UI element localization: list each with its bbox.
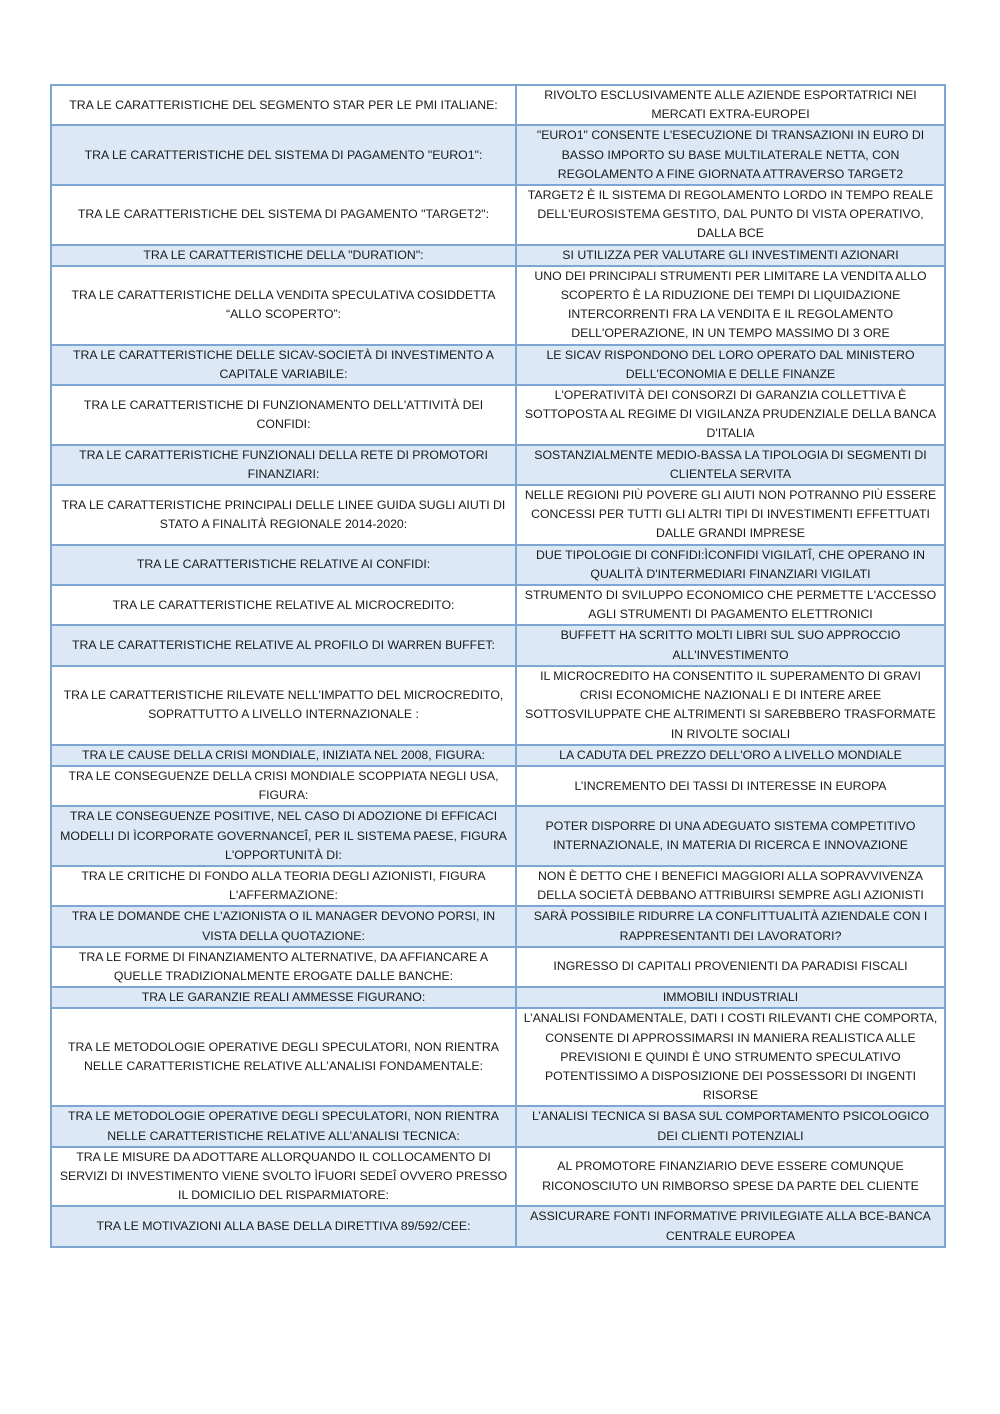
table-row — [51, 445, 945, 485]
answer-cell: L’ANALISI FONDAMENTALE, DATI I COSTI RILEVANTI CHE COMPORTA, CONSENTE DI APPROSSIMARSI IN MANIERA REALISTICA ALLE PREVISIONI E QUINDI È UNO STRUMENTO SPECULATIVO POTENTISSIMO A DISPOSIZIONE DEI POSSESSORI DI INGENTI RISORSE — [516, 1008, 945, 1106]
answer-cell: RIVOLTO ESCLUSIVAMENTE ALLE AZIENDE ESPORTATRICI NEI MERCATI EXTRA-EUROPEI — [516, 85, 945, 125]
question-cell: TRA LE CARATTERISTICHE DELLE SICAV-SOCIETÀ DI INVESTIMENTO A CAPITALE VARIABILE: — [51, 345, 516, 385]
answer-cell: L’INCREMENTO DEI TASSI DI INTERESSE IN EUROPA — [516, 766, 945, 806]
question-cell: TRA LE CONSEGUENZE DELLA CRISI MONDIALE SCOPPIATA NEGLI USA, FIGURA: — [51, 766, 516, 806]
question-cell: TRA LE MISURE DA ADOTTARE ALLORQUANDO IL COLLOCAMENTO DI SERVIZI DI INVESTIMENTO VIENE SVOLTO ÌFUORI SEDEÎ OVVERO PRESSO IL DOMICILIO DEL RISPARMIATORE: — [51, 1147, 516, 1207]
table-row — [51, 345, 945, 385]
question-cell: TRA LE CARATTERISTICHE DELLA VENDITA SPECULATIVA COSIDDETTA “ALLO SCOPERTO”: — [51, 266, 516, 345]
answer-cell: L’ANALISI TECNICA SI BASA SUL COMPORTAMENTO PSICOLOGICO DEI CLIENTI POTENZIALI — [516, 1106, 945, 1146]
question-cell: TRA LE CAUSE DELLA CRISI MONDIALE, INIZIATA NEL 2008, FIGURA: — [51, 745, 516, 766]
table-row — [51, 745, 945, 766]
answer-cell: LA CADUTA DEL PREZZO DELL'ORO A LIVELLO MONDIALE — [516, 745, 945, 766]
table-row — [51, 245, 945, 266]
question-cell: TRA LE CARATTERISTICHE PRINCIPALI DELLE LINEE GUIDA SUGLI AIUTI DI STATO A FINALITÀ REGIONALE 2014-2020: — [51, 485, 516, 545]
answer-cell: LE SICAV RISPONDONO DEL LORO OPERATO DAL MINISTERO DELL'ECONOMIA E DELLE FINANZE — [516, 345, 945, 385]
answer-cell: STRUMENTO DI SVILUPPO ECONOMICO CHE PERMETTE L'ACCESSO AGLI STRUMENTI DI PAGAMENTO ELETTRONICI — [516, 585, 945, 625]
table-row — [51, 1008, 945, 1106]
answer-cell: TARGET2 È IL SISTEMA DI REGOLAMENTO LORDO IN TEMPO REALE DELL'EUROSISTEMA GESTITO, DAL PUNTO DI VISTA OPERATIVO, DALLA BCE — [516, 185, 945, 245]
question-cell: TRA LE CARATTERISTICHE RELATIVE AI CONFIDI: — [51, 545, 516, 585]
table-row — [51, 545, 945, 585]
question-cell: TRA LE CRITICHE DI FONDO ALLA TEORIA DEGLI AZIONISTI, FIGURA L'AFFERMAZIONE: — [51, 866, 516, 906]
table-row — [51, 385, 945, 445]
answer-cell: NON È DETTO CHE I BENEFICI MAGGIORI ALLA SOPRAVVIVENZA DELLA SOCIETÀ DEBBANO ATTRIBUIRSI SEMPRE AGLI AZIONISTI — [516, 866, 945, 906]
question-cell: TRA LE GARANZIE REALI AMMESSE FIGURANO: — [51, 987, 516, 1008]
answer-cell: IL MICROCREDITO HA CONSENTITO IL SUPERAMENTO DI GRAVI CRISI ECONOMICHE NAZIONALI E DI INTERE AREE SOTTOSVILUPPATE CHE ALTRIMENTI SI SAREBBERO TRASFORMATE IN RIVOLTE SOCIALI — [516, 666, 945, 745]
question-cell: TRA LE CARATTERISTICHE DEL SEGMENTO STAR PER LE PMI ITALIANE: — [51, 85, 516, 125]
table-row — [51, 185, 945, 245]
answer-cell: AL PROMOTORE FINANZIARIO DEVE ESSERE COMUNQUE RICONOSCIUTO UN RIMBORSO SPESE DA PARTE DEL CLIENTE — [516, 1147, 945, 1207]
question-cell: TRA LE CARATTERISTICHE DEL SISTEMA DI PAGAMENTO "TARGET2": — [51, 185, 516, 245]
table-row — [51, 1106, 945, 1146]
table-row — [51, 987, 945, 1008]
answer-cell: BUFFETT HA SCRITTO MOLTI LIBRI SUL SUO APPROCCIO ALL'INVESTIMENTO — [516, 625, 945, 665]
table-row — [51, 585, 945, 625]
question-cell: TRA LE METODOLOGIE OPERATIVE DEGLI SPECULATORI, NON RIENTRA NELLE CARATTERISTICHE RELATIVE ALL’ANALISI TECNICA: — [51, 1106, 516, 1146]
answer-cell: NELLE REGIONI PIÙ POVERE GLI AIUTI NON POTRANNO PIÙ ESSERE CONCESSI PER TUTTI GLI ALTRI TIPI DI INVESTIMENTI EFFETTUATI DALLE GRANDI IMPRESE — [516, 485, 945, 545]
answer-cell: SARÀ POSSIBILE RIDURRE LA CONFLITTUALITÀ AZIENDALE CON I RAPPRESENTANTI DEI LAVORATORI? — [516, 906, 945, 946]
table-row — [51, 85, 945, 125]
answer-cell: POTER DISPORRE DI UNA ADEGUATO SISTEMA COMPETITIVO INTERNAZIONALE, IN MATERIA DI RICERCA E INNOVAZIONE — [516, 806, 945, 866]
question-cell: TRA LE FORME DI FINANZIAMENTO ALTERNATIVE, DA AFFIANCARE A QUELLE TRADIZIONALMENTE EROGATE DALLE BANCHE: — [51, 947, 516, 987]
answer-cell: ASSICURARE FONTI INFORMATIVE PRIVILEGIATE ALLA BCE-BANCA CENTRALE EUROPEA — [516, 1206, 945, 1246]
question-cell: TRA LE CARATTERISTICHE DEL SISTEMA DI PAGAMENTO "EURO1": — [51, 125, 516, 185]
answer-cell: DUE TIPOLOGIE DI CONFIDI:ÌCONFIDI VIGILATÎ, CHE OPERANO IN QUALITÀ D'INTERMEDIARI FINANZIARI VIGILATI — [516, 545, 945, 585]
table-row — [51, 947, 945, 987]
table-row — [51, 625, 945, 665]
answer-cell: L'OPERATIVITÀ DEI CONSORZI DI GARANZIA COLLETTIVA È SOTTOPOSTA AL REGIME DI VIGILANZA PRUDENZIALE DELLA BANCA D'ITALIA — [516, 385, 945, 445]
question-cell: TRA LE CARATTERISTICHE RELATIVE AL PROFILO DI WARREN BUFFET: — [51, 625, 516, 665]
table-row — [51, 906, 945, 946]
qa-table-body — [51, 85, 945, 1247]
question-cell: TRA LE CARATTERISTICHE RELATIVE AL MICROCREDITO: — [51, 585, 516, 625]
table-row — [51, 266, 945, 345]
answer-cell: SOSTANZIALMENTE MEDIO-BASSA LA TIPOLOGIA DI SEGMENTI DI CLIENTELA SERVITA — [516, 445, 945, 485]
table-row — [51, 1206, 945, 1246]
table-row — [51, 485, 945, 545]
table-row — [51, 666, 945, 745]
answer-cell: "EURO1" CONSENTE L'ESECUZIONE DI TRANSAZIONI IN EURO DI BASSO IMPORTO SU BASE MULTILATERALE NETTA, CON REGOLAMENTO A FINE GIORNATA ATTRAVERSO TARGET2 — [516, 125, 945, 185]
question-cell: TRA LE CARATTERISTICHE DELLA "DURATION": — [51, 245, 516, 266]
table-row — [51, 766, 945, 806]
table-row — [51, 806, 945, 866]
question-cell: TRA LE MOTIVAZIONI ALLA BASE DELLA DIRETTIVA 89/592/CEE: — [51, 1206, 516, 1246]
question-cell: TRA LE CARATTERISTICHE DI FUNZIONAMENTO DELL'ATTIVITÀ DEI CONFIDI: — [51, 385, 516, 445]
table-row — [51, 1147, 945, 1207]
question-cell: TRA LE DOMANDE CHE L'AZIONISTA O IL MANAGER DEVONO PORSI, IN VISTA DELLA QUOTAZIONE: — [51, 906, 516, 946]
answer-cell: UNO DEI PRINCIPALI STRUMENTI PER LIMITARE LA VENDITA ALLO SCOPERTO È LA RIDUZIONE DEI TEMPI DI LIQUIDAZIONE INTERCORRENTI FRA LA VENDITA E IL REGOLAMENTO DELL'OPERAZIONE, IN UN TEMPO MASSIMO DI 3 ORE — [516, 266, 945, 345]
answer-cell: IMMOBILI INDUSTRIALI — [516, 987, 945, 1008]
question-cell: TRA LE CARATTERISTICHE FUNZIONALI DELLA RETE DI PROMOTORI FINANZIARI: — [51, 445, 516, 485]
table-row — [51, 125, 945, 185]
question-cell: TRA LE METODOLOGIE OPERATIVE DEGLI SPECULATORI, NON RIENTRA NELLE CARATTERISTICHE RELATIVE ALL’ANALISI FONDAMENTALE: — [51, 1008, 516, 1106]
question-cell: TRA LE CARATTERISTICHE RILEVATE NELL'IMPATTO DEL MICROCREDITO, SOPRATTUTTO A LIVELLO INTERNAZIONALE : — [51, 666, 516, 745]
qa-table — [50, 84, 946, 1248]
table-row — [51, 866, 945, 906]
answer-cell: SI UTILIZZA PER VALUTARE GLI INVESTIMENTI AZIONARI — [516, 245, 945, 266]
answer-cell: INGRESSO DI CAPITALI PROVENIENTI DA PARADISI FISCALI — [516, 947, 945, 987]
question-cell: TRA LE CONSEGUENZE POSITIVE, NEL CASO DI ADOZIONE DI EFFICACI MODELLI DI ÌCORPORATE GOVERNANCEÎ, PER IL SISTEMA PAESE, FIGURA L'OPPORTUNITÀ DI: — [51, 806, 516, 866]
